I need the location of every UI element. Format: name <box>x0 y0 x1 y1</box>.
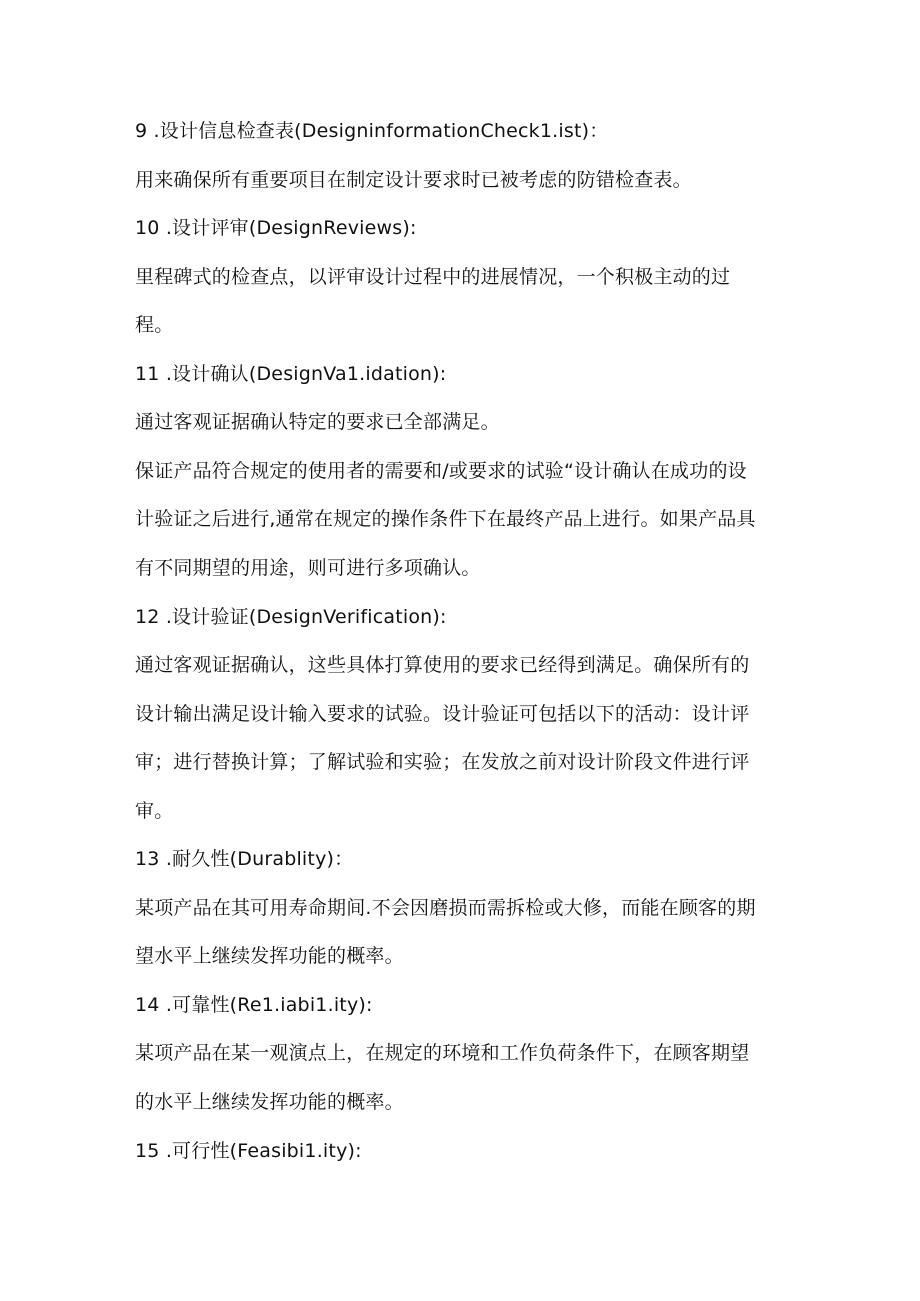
heading-item-11: 11 .设计确认(DesignVa1.idation): <box>135 363 447 385</box>
heading-item-9: 9 .设计信息检查表(DesigninformationCheck1.ist)： <box>135 120 609 142</box>
paragraph-line: 设计输出满足设计输入要求的试验。设计验证可包括以下的活动：设计评 <box>135 703 750 725</box>
paragraph-line: 程。 <box>135 314 174 336</box>
heading-item-13: 13 .耐久性(Durablity)： <box>135 848 354 870</box>
paragraph-line: 用来确保所有重要项目在制定设计要求时已被考虑的防错检查表。 <box>135 169 692 191</box>
paragraph-line: 望水平上继续发挥功能的概率。 <box>135 945 404 967</box>
paragraph-line: 通过客观证据确认，这些具体打算使用的要求已经得到满足。确保所有的 <box>135 654 750 676</box>
paragraph-line: 某项产品在其可用寿命期间.不会因磨损而需拆检或大修，而能在顾客的期 <box>135 897 756 919</box>
paragraph-line: 的水平上继续发挥功能的概率。 <box>135 1091 404 1113</box>
heading-item-15: 15 .可行性(Feasibi1.ity): <box>135 1140 362 1162</box>
heading-item-14: 14 .可靠性(Re1.iabi1.ity): <box>135 994 373 1016</box>
heading-item-12: 12 .设计验证(DesignVerification): <box>135 606 447 628</box>
paragraph-line: 某项产品在某一观演点上，在规定的环境和工作负荷条件下，在顾客期望 <box>135 1042 750 1064</box>
heading-item-10: 10 .设计评审(DesignReviews): <box>135 217 417 239</box>
paragraph-line: 审。 <box>135 800 174 822</box>
paragraph-line: 里程碑式的检查点，以评审设计过程中的进展情况，一个积极主动的过 <box>135 266 731 288</box>
paragraph-line: 通过客观证据确认特定的要求已全部满足。 <box>135 411 500 433</box>
paragraph-line: 审；进行替换计算；了解试验和实验；在发放之前对设计阶段文件进行评 <box>135 751 750 773</box>
paragraph-line: 有不同期望的用途，则可进行多项确认。 <box>135 557 481 579</box>
paragraph-line: 计验证之后进行,通常在规定的操作条件下在最终产品上进行。如果产品具 <box>135 508 756 530</box>
paragraph-line: 保证产品符合规定的使用者的需要和/或要求的试验“设计确认在成功的设 <box>135 460 747 482</box>
